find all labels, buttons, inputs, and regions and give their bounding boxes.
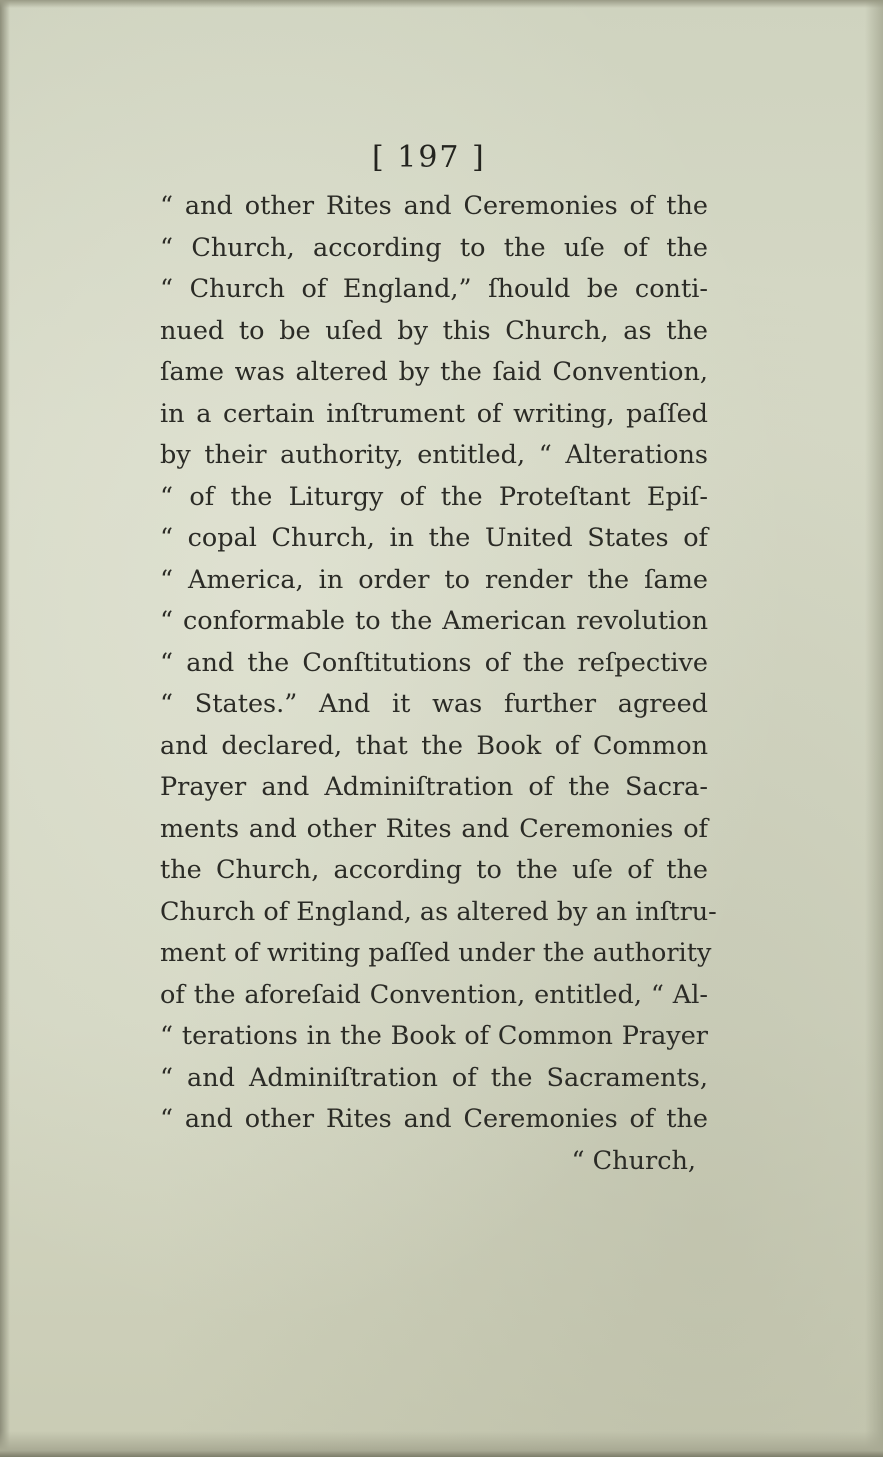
text-line: and declared, that the Book of Common: [160, 730, 708, 761]
text-line: “ terations in the Book of Common Prayer: [160, 1021, 708, 1051]
text-line: ment of writing paſſed under the authority: [160, 938, 712, 968]
text-line: “ and other Rites and Ceremonies of the: [160, 1104, 708, 1134]
text-line: “ States.” And it was further agreed: [160, 689, 708, 719]
text-line: in a certain inſtrument of writing, paſſed: [160, 398, 708, 429]
text-line: “ Church, according to the uſe of the: [160, 232, 708, 263]
page-edge-shadow-bottom: [0, 1431, 883, 1457]
text-line: ſame was altered by the ſaid Convention,: [160, 357, 708, 387]
text-line: by their authority, entitled, “ Alterations: [160, 440, 708, 470]
page-edge-shadow-left: [0, 0, 10, 1457]
text-line: “ and the Conſtitutions of the reſpective: [160, 647, 708, 678]
text-line: “ Church of England,” ſhould be conti-: [160, 274, 708, 304]
text-line: Prayer and Adminiſtration of the Sacra-: [160, 772, 708, 802]
text-line: of the aforeſaid Convention, entitled, “ Al-: [160, 979, 708, 1010]
text-line: nued to be uſed by this Church, as the: [160, 315, 708, 346]
page-edge-shadow-top: [0, 0, 883, 8]
body-text: [160, 186, 717, 1182]
text-line: ments and other Rites and Ceremonies of: [160, 813, 708, 844]
text-line: “ and other Rites and Ceremonies of the: [160, 191, 708, 221]
text-line: the Church, according to the uſe of the: [160, 855, 708, 885]
page-number-header: [ 197 ]: [372, 140, 486, 175]
text-line: “ copal Church, in the United States of: [160, 523, 708, 553]
text-line: “ of the Liturgy of the Proteſtant Epiſ-: [160, 481, 708, 512]
catchword: “ Church,: [571, 1145, 696, 1176]
text-line: Church of England, as altered by an inſtru-: [160, 896, 717, 927]
text-line: “ and Adminiſtration of the Sacraments,: [160, 1062, 708, 1093]
text-line: “ America, in order to render the ſame: [160, 564, 708, 595]
page-edge-shadow-right: [865, 0, 883, 1457]
text-line: “ conformable to the American revolution: [160, 606, 708, 636]
